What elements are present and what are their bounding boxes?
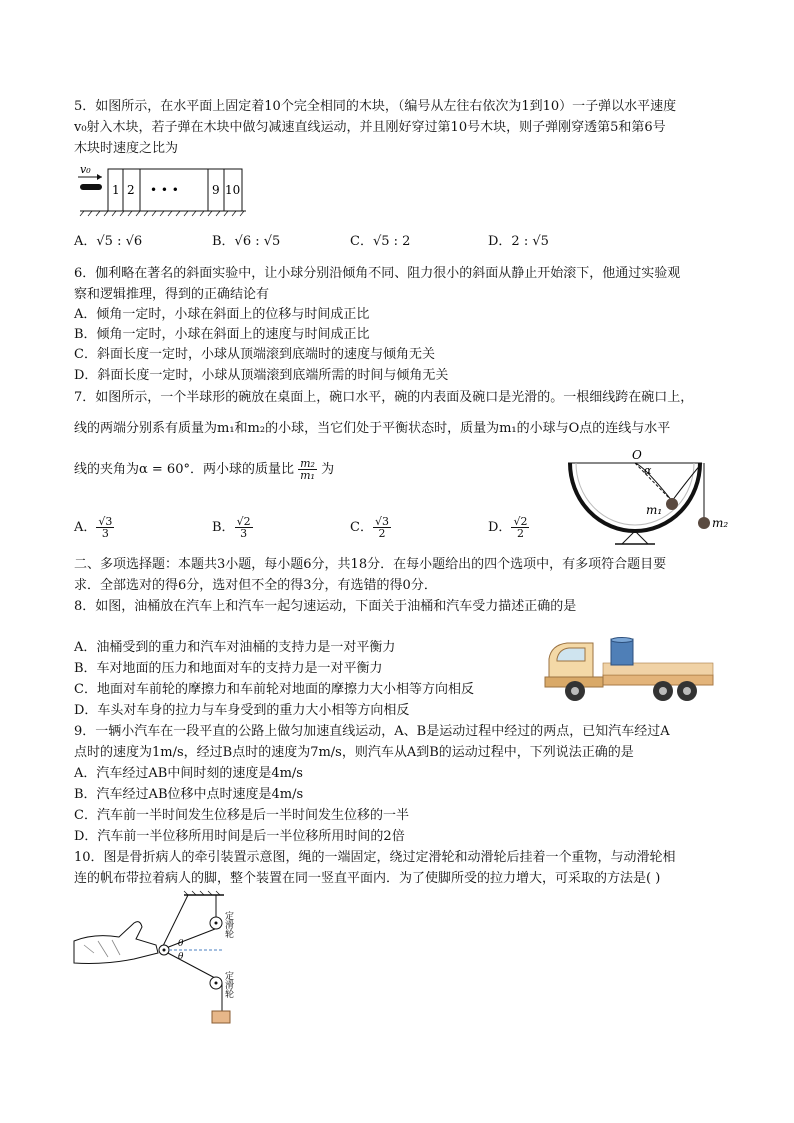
q8-truck-figure [545, 637, 715, 707]
q9-stem-line1: 9．一辆小汽车在一段平直的公路上做匀加速直线运动，A、B是运动过程中经过的两点，已知汽车经过A [74, 724, 670, 739]
q10-stem-line1: 10．图是骨折病人的牵引装置示意图，绳的一端固定，绕过定滑轮和动滑轮后挂着一个重物，与动滑轮相 [74, 850, 676, 865]
block-1-label: 1 [112, 183, 120, 197]
q7-stem-line3-text: 线的夹角为α = 60°．两小球的质量比 [74, 462, 294, 477]
q6-stem-line1: 6．伽利略在著名的斜面实验中，让小球分别沿倾角不同、阻力很小的斜面从静止开始滚下，他通过实验观 [74, 266, 681, 281]
bottom-pulley-label: 定滑轮 [223, 971, 233, 998]
q7-option-a[interactable] [74, 516, 114, 539]
bullet-icon [80, 184, 102, 190]
q9-stem-line2: 点时的速度为1m/s，经过B点时的速度为7m/s，则汽车从A到B的运动过程中，下列说法正确的是 [74, 745, 634, 760]
q5-stem-line1: 5．如图所示，在水平面上固定着10个完全相同的木块，（编号从左往右依次为1到10）一子弹以水平速度 [74, 99, 677, 114]
q7-option-d-value [511, 516, 529, 539]
q6-option-d[interactable]: D．斜面长度一定时，小球从顶端滚到底端所需的时间与倾角无关 [74, 368, 449, 383]
q7-bowl-figure [560, 447, 760, 557]
q7-option-d-den: 2 [516, 527, 524, 540]
q7-option-a-value [96, 516, 114, 539]
q7-stem-line3 [74, 458, 334, 481]
block-10-label: 10 [225, 183, 241, 197]
q8-option-d[interactable]: D．车头对车身的拉力与车身受到的重力大小相等方向相反 [74, 703, 410, 718]
block-dots: • • • [150, 183, 179, 197]
weight-block-icon [212, 1011, 230, 1023]
q9-option-c[interactable]: C．汽车前一半时间发生位移是后一半时间发生位移的一半 [74, 808, 409, 823]
patient-foot-icon [74, 922, 158, 964]
q6-option-b[interactable]: B．倾角一定时，小球在斜面上的速度与时间成正比 [74, 327, 370, 342]
q10-stem-line2: 连的帆布带拉着病人的脚，整个装置在同一竖直平面内．为了使脚所受的拉力增大，可采取的方法是( ) [74, 871, 661, 886]
q7-option-b-den: 3 [240, 527, 248, 540]
q7-option-b-value [235, 516, 253, 539]
q6-stem-line2: 察和逻辑推理，得到的正确结论有 [74, 287, 270, 302]
q7-mass-ratio-num: m₂ [300, 457, 315, 470]
q7-option-a-den: 3 [101, 527, 109, 540]
point-o-label: O [632, 448, 642, 462]
q5-stem-line2: v₀射入木块，若子弹在木块中做匀减速直线运动，并且刚好穿过第10号木块，则子弹刚穿透第5和第6号 [74, 120, 666, 135]
block-9-label: 9 [212, 183, 220, 197]
section-2-heading-line2: 求．全部选对的得6分，选对但不全的得3分，有选错的得0分． [74, 578, 437, 593]
q5-option-b[interactable]: B．√6 : √5 [212, 234, 281, 249]
q7-option-a-num: √3 [98, 515, 113, 528]
top-pulley-label: 定滑轮 [223, 911, 233, 938]
q5-option-a[interactable]: A．√5 : √6 [74, 234, 143, 249]
q5-stem-line3: 木块时速度之比为 [74, 141, 179, 156]
q7-option-b-num: √2 [236, 515, 251, 528]
q7-option-d[interactable] [488, 516, 529, 539]
q7-option-c-den: 2 [378, 527, 386, 540]
q7-option-c-label: C． [350, 520, 373, 535]
m1-label: m₁ [646, 503, 663, 517]
q8-option-c[interactable]: C．地面对车前轮的摩擦力和车前轮对地面的摩擦力大小相等方向相反 [74, 682, 474, 697]
q6-option-c[interactable]: C．斜面长度一定时，小球从顶端滚到底端时的速度与倾角无关 [74, 347, 435, 362]
q7-stem-line2: 线的两端分别系有质量为m₁和m₂的小球，当它们处于平衡状态时，质量为m₁的小球与O点的连线与水平 [74, 421, 671, 436]
theta-label-bottom: θ [178, 952, 184, 962]
q7-option-b-label: B． [212, 520, 235, 535]
block-2-label: 2 [127, 183, 135, 197]
q7-option-d-label: D． [488, 520, 512, 535]
q9-option-d[interactable]: D．汽车前一半位移所用时间是后一半位移所用时间的2倍 [74, 829, 405, 844]
m2-label: m₂ [712, 516, 729, 530]
q7-option-c[interactable] [350, 516, 391, 539]
q7-option-c-num: √3 [374, 515, 389, 528]
q7-mass-ratio [298, 458, 317, 481]
q7-option-c-value [373, 516, 391, 539]
q7-mass-ratio-den: m₁ [300, 469, 315, 482]
q5-option-d[interactable]: D．2 : √5 [488, 234, 549, 249]
q9-option-a[interactable]: A．汽车经过AB中间时刻的速度是4m/s [74, 766, 303, 781]
ball-m2-icon [698, 517, 710, 529]
q10-traction-figure [74, 893, 254, 1028]
q6-option-a[interactable]: A．倾角一定时，小球在斜面上的位移与时间成正比 [74, 307, 370, 322]
q8-option-b[interactable]: B．车对地面的压力和地面对车的支持力是一对平衡力 [74, 661, 383, 676]
theta-label-top: θ [178, 939, 184, 949]
q7-option-b[interactable] [212, 516, 253, 539]
angle-alpha-label: α [644, 464, 652, 477]
q5-option-c[interactable]: C．√5 : 2 [350, 234, 411, 249]
q7-option-d-num: √2 [513, 515, 528, 528]
q5-v0-label: v₀ [80, 163, 91, 176]
q8-stem: 8．如图，油桶放在汽车上和汽车一起匀速运动，下面关于油桶和汽车受力描述正确的是 [74, 599, 577, 614]
ball-m1-icon [666, 498, 678, 510]
q8-option-a[interactable]: A．油桶受到的重力和汽车对油桶的支持力是一对平衡力 [74, 640, 396, 655]
q9-option-b[interactable]: B．汽车经过AB位移中点时速度是4m/s [74, 787, 304, 802]
q7-stem-line3-end: 为 [321, 462, 335, 477]
q5-blocks-figure [74, 160, 254, 220]
q7-stem-line1: 7．如图所示，一个半球形的碗放在桌面上，碗口水平，碗的内表面及碗口是光滑的。一根细线跨在碗口上， [74, 390, 694, 405]
q7-option-a-label: A． [74, 520, 97, 535]
section-2-heading-line1: 二、多项选择题：本题共3小题，每小题6分，共18分．在每小题给出的四个选项中，有多项符合题目要 [74, 557, 667, 572]
